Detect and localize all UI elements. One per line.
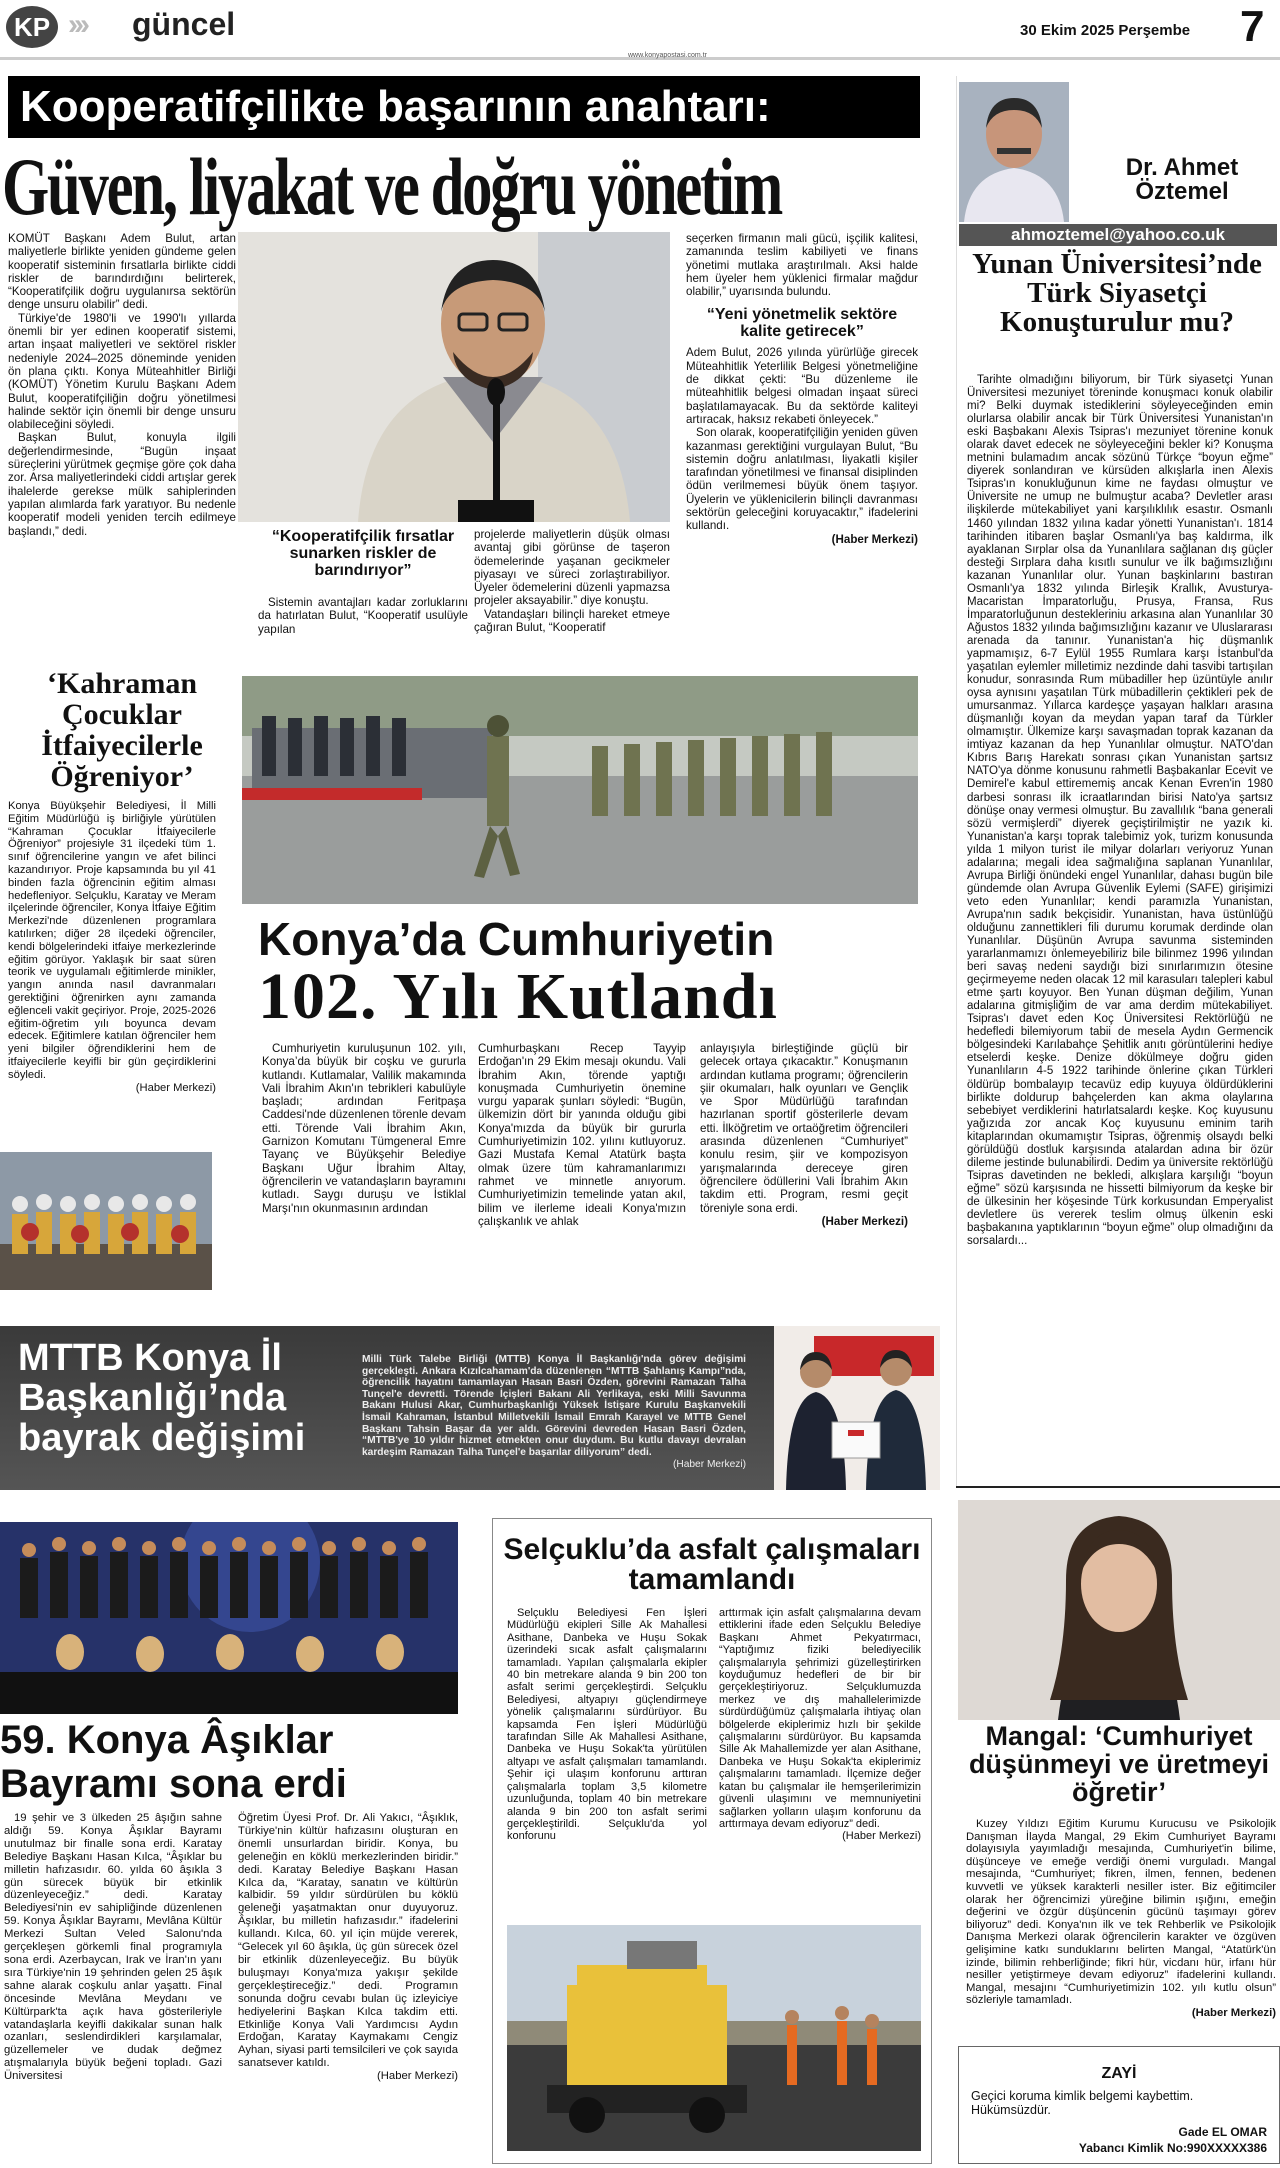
lead-column-2a xyxy=(258,596,468,636)
asfalt-title: Selçuklu’da asfalt çalışmaları tamamlandı xyxy=(503,1533,921,1596)
asfalt-column-1 xyxy=(507,1607,707,1843)
itfaiye-title: ‘Kahraman Çocuklar İtfaiyecilerle Öğreniyor’ xyxy=(41,667,203,793)
cumhuriyet-column-2 xyxy=(478,1042,686,1228)
lead-photo xyxy=(238,232,670,522)
asiklar-paragraph: 19 şehir ve 3 ülkeden 25 âşığın sahne aldığı 59. Konya Âşıklar Bayramı unutulmaz bir finalle sona erdi. Karatay Belediye Başkanı Hasan Kılca, “Âşıklar bu milletin hafızasıdır. 60. yılda 60 âşıkla 3 gün sürecek büyük bir etkinlik düzenleyeceğiz.” dedi. Karatay Belediyesi'nin ev sahipliğinde düzenlenen 59. Konya Âşıklar Bayramı, Mevlâna Kültür Merkezi Sultan Veled Salonu'nda gerçekleşen görkemli final programıyla sona erdi. Azerbaycan, Irak ve İran'ın yanı sıra Türkiye'nin 19 şehrinden gelen 25 âşık sahne alarak coşkulu anlar yaşattı. Final öncesinde Mevlâna Meydanı ve Kültürpark'ta açık hava gösterileriyle vatandaşlarla keyifli dakikalar sunan halk ozanları, seslendirdikleri karşılamalar, güzellemeler ve dudak değmez atışmalarıyla büyük beğeni topladı. Gazi Üniversitesi xyxy=(4,1812,222,2083)
author-photo xyxy=(959,82,1069,222)
asfalt-box xyxy=(492,1518,932,2164)
mangal-paragraph: Kuzey Yıldızı Eğitim Kurumu Kurucusu ve Psikolojik Danışman İlayda Mangal, 29 Ekim Cumhuriyet Bayramı dolayısıyla yayımladığı mesajında, Cumhuriyet'in bilime, düşünceye ve emeğe verdiği önemi vurguladı. Mangal mesajında, “Cumhuriyet; fikren, ilmen, fennen, bedenen kuvvetli ve yüksek karakterli nesiller ister. Biz eğitimciler olarak her öğrencimizi yüreğine bilimin ışığını, emeğin değerini ve özgür düşüncenin gücünü taşımayı görev biliyoruz” dedi. Konya'nın ilk ve tek Rehberlik ve Psikolojik Danışma Merkezi olarak öğrencilerin karakter ve özgüven gelişimine katkı sunduklarını belirten Mangal, “Atatürk'ün izinde, bilimin rehberliğinde; fikri hür, vicdanı hür, irfanı hür nesiller yetiştirmeye devam ediyoruz” ifadelerini kullandı. Mangal, mesajını “Cumhuriyetimizin 102. yılı kutlu olsun” sözleriyle tamamladı. xyxy=(966,1818,1276,2007)
zayi-title: ZAYİ xyxy=(1101,2065,1137,2082)
news-credit: (Haber Merkezi) xyxy=(842,1830,921,1843)
parade-photo xyxy=(242,676,918,904)
asfalt-column-2 xyxy=(719,1607,921,1844)
mangal-body xyxy=(966,1818,1276,2020)
page-number: 7 xyxy=(1240,2,1265,51)
news-credit: (Haber Merkezi) xyxy=(1191,2006,1276,2019)
asiklar-photo xyxy=(0,1522,458,1714)
woman-portrait-image xyxy=(958,1500,1280,1720)
column-title: Yunan Üniversitesi’nde Türk Siyasetçi Konuşturulur mu? xyxy=(972,248,1262,338)
lead-kicker: Kooperatifçilikte başarının anahtarı: xyxy=(8,76,920,138)
mttb-photo xyxy=(774,1326,940,1490)
cumhuriyet-title-1: Konya’da Cumhuriyetin xyxy=(258,913,775,965)
asiklar-title: 59. Konya Âşıklar Bayramı sona erdi xyxy=(0,1718,347,1806)
cumhuriyet-paragraph: anlayışıyla birleştiğinde güçlü bir gelecek ortaya çıkacaktır.” Konuşmanın ardından kutlama programı; öğrencilerin şiir okumaları, halk oyunları ve Gençlik ve Spor Müdürlüğü tarafından hazırlanan sportif gösterilerle devam etti. İlköğretim ve ortaöğretim öğrencileri arasında düzenlenen “Cumhuriyet” konulu resim, şiir ve kompozisyon yarışmalarında dereceye giren öğrencilere ödüllerini Vali İbrahim Akın takdim etti. Program, resmi geçit töreniyle sona erdi. xyxy=(700,1042,908,1215)
cumhuriyet-column-3 xyxy=(700,1042,908,1228)
news-credit: (Haber Merkezi) xyxy=(821,1214,908,1228)
column-paragraph: Tarihte olmadığını biliyorum, bir Türk siyasetçi Yunan Üniversitesi mezuniyet töreninde konuşmacı konuk olabilir mi? Belki duymak istediklerini söyleyeceğinden emin olurlarsa olabilir ancak bir Türk Üniversitesi Yunanistan'ın eski Başbakanı Alexis Tsipras'ı mezuniyet törenine konuk olarak davet edecek ne söyleyeceğini bekler ki? Konuşma metnini bulamadım ancak sözünü Türkçe “boyun eğme” diyerek sonlandıran ve kürsüden alkışlarla inen Alexis Tsipras'ın konukluğunun kime ne faydası olmuştur ve Üniversite ne umup ne bulmuştur acaba? Devletler arası ilişkilerde mütekabiliyet yani karşılıklılık esastır. Osmanlı 1460 yılından 1832 yılına kadar yönetti Yunanistan'ı. 1814 tarihinden itibaren başlar Osmanlı'ya baş kaldırma, ilk ayaklanan Sırplar olsa da Yunanlılara sağlanan dış güçler desteği Sırplara daha kısıtlı sunulur ve ilk bağımsızlığını kazanan Yunanlılar olur. Yunan başkinlarını bastıran Osmanlı'ya 1832 yılında Birleşik Krallık, Avusturya-Macaristan İmparatorluğu, Prusya, Fransa, Rus İmparatorluğunun destekleriniu arkasına alan Yunanlılar 30 Ağustos 1832 yılında bağımsızlığını kazanır ve Uluslararası arenada da tanınır. Yunanistan'a hiç düşmanlık yapmamışız, 6-7 Eylül 1955 Rumlara karşı İstanbul'da yaşatılan eylemler milletimiz nezdinde dahi tasvibi tartışılan konudur, sonrasında Rum mübadiller hep üzüntüyle anılır oysa aynısını yaşatılan Türk mübadillerin çektikleri pek de umursanmaz. Yıllarca kardeşçe yaşayan halkları arasına düşmanlığı koyan da meydan yapan taraf da Türkler olmamıştır. Ülkemize karşı savaşmadan toprak kazanan da imtiyaz kazanan da hep Yunanlılar olmuştur. NATO'dan Kıbrıs Barış Harekatı sonrası çıkan Yunanistan şartsız NATO'ya dönme konusunu rahmetli Başbakanlar Ecevit ve Demirel'e kabul ettirememiş ancak Kenan Evren'in 1980 darbesi sonrası ilk icraatlarından birisi Nato'ya şartsız dönüşe onay vermesi olmuştur. Bu zavallılık “bana generali sözü vermişlerdi” diyerek geçiştirilmiştir ne yazık ki. Yunanistan'a karşı toprak talebimiz yok, turizm konusunda yılda 1 milyon turist ile milyar dolarları veriyoruz Yunan adalarına; megali idea sağmalığına saplanan Yunanlılar, Avrupa Birliği önündeki engel Yunanlılar, dahası bugün bile gündemde olan Avrupa Güvenlik Eylemi (SAFE) girişimizi veto eden Yunanlılar; kendi paramızla Yunanistan, Avrupa'nın sadık bekçisidir. Yunanistan, hava üstünlüğü olduğunu zannettikleri fili durumu korumak derdinde olan Yunanlılar. Düşünün Avrupa savunma sisteminden yararlanmamızı önlemeyebiliriz bile bilinmez 1996 yılından beri savaş nedeni saydığı bizi sınırlarımızın ötesine geçirmeyeme neden olacak 12 mil karasuları talepleri kabul etme şartı koyuyor. Ben Yunan düşman değilim, Yunan adalarına gitmişliğim de var ama derdim mütekabiliyet. Tsipras'ı davet eden Koç Üniversitesi Rektörlüğü ne hedefledi bilemiyorum tabii de mesela Aydın Germencik bölgesindeki Karılabahçe Şehitlik anıtı görüntülerini hediye etselerdi keşke. Denize dökülmeye doğru giden Yunanlıların 4-5 1922 tarihinde önlerine çıkan Türkleri öldürüp bombalayıp tecavüz edip kuyuya öldürdüklerini birlikte doldurup bahçelerden kan akma olaylarına sebebiyet verdiklerini hatırlatsalardı keşke. Koç kuyusunu yağızıda zor ancak Koç kuyusunu eminim tarih kitaplarından okumamıştır Tsipras, öğrenmiş olsaydı belki görüldüğü dostluk karşısında atalardan adına bir özür dileme jestinde bulunabilirdi. Dedim ya üniversite rektörlüğü Tsipras davetinden ne bekledi, alkışlara karşılığı “boyun eğme” sözü karşısında ne hissetti bilmiyorum da keşke bir de ülkesinin her köşesinde Türk korkusundan Emperyalist devletlere üs vererek teslim olmuş ülkenin eski başbakanına yaptıklarının “boyun eğme” olup olmadığını da sorsalardı... xyxy=(967,374,1273,1248)
man-at-microphone-image xyxy=(238,232,670,522)
mttb-paragraph: Milli Türk Talebe Birliği (MTTB) Konya İl Başkanlığı'nda görev değişimi gerçekleşti. Ankara Kızılcahamam'da düzenlenen “MTTB Şahlanış Kampı”nda, öğrencilik hayatını tamamlayan Hasan Basri Özden, görevini Ramazan Talha Tunçel'e devretti. Törende İçişleri Bakanı Ali Yerlikaya, eski Milli Savunma Bakanı Hulusi Akar, Cumhurbaşkanlığı Yüksek İstişare Kurulu Başkanvekili İsmail Kahraman, İstanbul Milletvekili İsmail Emrah Karayel ve MTTB Genel Başkanı Tahsin Başar da yer aldı. Görevini devreden Hasan Basri Özden, “MTTB'ye 10 yıldır hizmet etmekten onur duydum. Bu kutlu davayı devralan kardeşim Ramazan Talha Tunçel'e başarılar diliyorum” dedi. xyxy=(362,1354,746,1458)
lead-paragraph: projelerde maliyetlerin düşük olması avantaj gibi görünse de taşeron ödemelerinde yaşanan gecikmeler piyasayı ve süreci zorlaştırabiliyor. Üyeler ödemelerini düzenli yapmazsa projeler aksayabilir.” diye konuştu. xyxy=(474,528,670,608)
cumhuriyet-paragraph: Cumhurbaşkanı Recep Tayyip Erdoğan'ın 29 Ekim mesajı okundu. Vali İbrahim Akın, törende yaptığı konuşmada Cumhuriyetin önemine vurgu yaparak şunları söyledi: “Bugün, ülkemizin dört bir yanında olduğu gibi Konya'mızda da büyük bir gururla Cumhuriyetimizin 102. yılını kutluyoruz. Gazi Mustafa Kemal Atatürk başta olmak üzere tüm kahramanlarımızı rahmet ve minnetle anıyorum. Cumhuriyetimizin temelinde yatan akıl, bilim ve ilerleme ideali Konya'mızın çalışkanlık ve ahlak xyxy=(478,1042,686,1228)
lead-column-1 xyxy=(8,232,236,538)
military-parade-image xyxy=(242,676,918,904)
mangal-title: Mangal: ‘Cumhuriyet düşünmeyi ve üretmeyi öğretir’ xyxy=(968,1721,1270,1807)
mangal-photo xyxy=(958,1500,1280,1720)
lead-paragraph: Adem Bulut, 2026 yılında yürürlüğe girecek Müteahhitlik Yeterlilik Belgesi yönetmeliğine de dikkat çekti: “Bu düzenleme ile müteahhitlik belgesi olmadan inşaat süreci başlatılamayacak. Bu da sektörde kaliteyi artıracak, haksız rekabeti önleyecek.” xyxy=(686,346,918,426)
zayi-name: Gade EL OMAR xyxy=(1178,2125,1267,2139)
news-credit: (Haber Merkezi) xyxy=(672,1459,746,1471)
issue-date: 30 Ekim 2025 Perşembe xyxy=(1020,22,1191,39)
chevron-right-icon: ››› xyxy=(68,8,86,41)
lead-paragraph: Türkiye'de 1980'li ve 1990'lı yıllarda önemli bir yer edinen kooperatif sistemi, artan inşaat maliyetleri ve sektörel riskler nedeniyle 2024–2025 döneminde yeniden ön plana çıktı. Konya Müteahhitler Birliği (KOMÜT) Yönetim Kurulu Başkanı Adem Bulut, kooperatifçiliğin doğru yönetilmesi halinde sektör için önemli bir denge unsuru olabileceğini söyledi. xyxy=(8,311,236,432)
mttb-title: MTTB Konya İl Başkanlığı’nda bayrak değişimi xyxy=(18,1337,306,1459)
lead-column-2b xyxy=(474,528,670,634)
news-credit: (Haber Merkezi) xyxy=(135,1081,216,1094)
cumhuriyet-column-1 xyxy=(262,1042,466,1215)
asfalt-paragraph: Selçuklu Belediyesi Fen İşleri Müdürlüğü ekipleri Sille Ak Mahallesi Asithane, Danbeka ve Huşu Sokak üzerindeki sıcak asfalt çalışmalarını tamamladı. Yapılan çalışmalarla ekipler 40 bin metrekare alanda 9 bin 200 ton asfalt serimi gerçekleştirdi. Selçuklu Belediyesi, altyapıyı güçlendirmeye yönelik çalışmalarını sürdürüyor. Bu kapsamda Fen İşleri Müdürlüğü tarafından Sille Ak Mahallesi Asithane, Danbeka ve Huşu Sokak'ta yürütülen altyapı ve asfalt çalışmaları tamamlandı. Şehir içi ulaşım konforunu arttıran çalışmalarla toplam 3,5 kilometre uzunluğunda, toplam 40 bin metrekare alanda 9 bin 200 ton asfalt serimi gerçekleştirildi. Selçuklu'da yol konforunu xyxy=(507,1607,707,1843)
asiklar-paragraph: Öğretim Üyesi Prof. Dr. Ali Yakıcı, “Âşıklık, Türkiye'nin kültür hafızasını oluşturan en önemli unsurlardan biridir. Konya, bu geleneğin en köklü merkezlerinden biridir.” dedi. Karatay Belediye Başkanı Hasan Kılca da, “Karatay, sanatın ve kültürün kalbidir. 59 yıldır sürdürülen bu köklü geleneği yaşatmaktan onur duyuyoruz. Âşıklar, bu milletin hafızasıdır.” ifadelerini kullandı. Kılca, 60. yıl için müjde vererek, “Gelecek yıl 60 âşıkla, üç gün sürecek özel bir etkinlik düzenleyeceğiz. Bu büyük buluşmayı Konya'mıza yakışır şekilde gerçekleştireceğiz.” dedi. Programın sonunda doğru cevabı bulan üç izleyiciye hediyelerini Başkan Kılca takdim etti. Etkinliğe Konya Vali Yardımcısı Aydın Erdoğan, Karatay Kaymakamı Cengiz Ayhan, siyasi parti temsilcileri ve çok sayıda sanatsever katıldı. xyxy=(238,1812,458,2070)
author-email[interactable]: ahmoztemel@yahoo.co.uk xyxy=(959,224,1277,246)
mttb-banner xyxy=(0,1326,940,1490)
zayi-body: Geçici koruma kimlik belgemi kaybettim. Hükümsüzdür. xyxy=(971,2089,1194,2117)
asphalt-paver-image xyxy=(507,1925,921,2151)
lead-column-3 xyxy=(686,232,918,546)
itfaiye-body xyxy=(8,800,216,1095)
asiklar-column-1 xyxy=(4,1812,222,2083)
lead-paragraph: seçerken firmanın mali gücü, işçilik kalitesi, zamanında teslim kabiliyeti ve finans yönetimi mutlaka araştırılmalı. Aksi halde hem üyeler hem yüklenici firmalar mağdur olabilir,” uyarısında bulundu. xyxy=(686,232,918,299)
lead-subheading-2: “Yeni yönetmelik sektöre kalite getirecek” xyxy=(706,306,898,341)
lead-paragraph: Sistemin avantajları kadar zorluklarını da hatırlatan Bulut, “Kooperatif usulüyle yapılan xyxy=(258,596,468,636)
firefighter-children-photo xyxy=(0,1152,212,1290)
column-divider xyxy=(956,1486,1280,1488)
itfaiye-paragraph: Konya Büyükşehir Belediyesi, İl Milli Eğitim Müdürlüğü iş birliğiyle yürütülen “Kahraman Çocuklar İtfaiyecilerle Öğreniyor” projesiyle 31 ilçedeki tüm 1. sınıf öğrencilerine yangın ve afet bilinci kazandırıyor. Proje kapsamında bu yıl 41 binden fazla öğrencinin eğitim alması hedefleniyor. Selçuklu, Karatay ve Meram ilçelerinde öğrenciler, Konya İtfaiye Eğitim Merkezi'nde düzenlenen programlara katılırken; diğer 28 ilçedeki öğrenciler, kendi bölgelerindeki itfaiye merkezlerinde eğitim görüyor. Yaklaşık bir saat süren teorik ve uygulamalı eğitimlerde minikler, yangın anında nasıl davranmaları gerektiğini öğrenirken aynı zamanda eğlenceli vakit geçiriyor. Proje, 2025-2026 eğitim-öğretim yılı boyunca devam edecek. Eğitimlere katılan öğrenciler hem yeni bilgiler öğrendiklerini hem de itfaiyecilerle keyifli bir gün geçirdiklerini söyledi. xyxy=(8,800,216,1081)
lead-subheading-1: “Kooperatifçilik fırsatlar sunarken riskler de barındırıyor” xyxy=(271,528,455,579)
cumhuriyet-paragraph: Cumhuriyetin kuruluşunun 102. yılı, Konya’da büyük bir coşku ve gururla kutlandı. Kutlamalar, Valilik makamında Vali İbrahim Akın'ın tebrikleri kabulüyle başladı; ardından Feritpaşa Caddesi'nde düzenlenen törenle devam etti. Törende Vali İbrahim Akın, Garnizon Komutanı Tümgeneral Emre Tayanç ve Büyükşehir Belediye Başkanı Uğur İbrahim Altay, öğrencilerin ve vatandaşların bayramını kutladı. Saygı duruşu ve İstiklal Marşı'nın okunmasının ardından xyxy=(262,1042,466,1215)
musicians-on-stage-image xyxy=(0,1522,458,1714)
mttb-body xyxy=(362,1354,746,1472)
asfalt-paragraph: arttırmak için asfalt çalışmalarına devam ettiklerini ifade eden Selçuklu Belediye Başkanı Ahmet Pekyatırmacı, “Yaptığımız fiziki belediyecilik çalışmalarıyla şehrimizi güzelleştirirken koyduğumuz hedefleri de bir bir gerçekleştiriyoruz. Selçuklumuzda merkez ve dış mahallelerimizde sürdürdüğümüz çalışmalarla ihtiyaç olan bölgelerde ekiplerimiz hızlı bir şekilde çalışmalarını sürdürüyor. Bu kapsamda Sille Ak Mahallemizde yer alan Asithane, Danbeka ve Huşu Sokak'ta ekiplerimiz çalışmalarını tamamladı. İlçemize değer katan bu çalışmalar ile hemşerilerimizin güvenli ulaşımını ve memnuniyetini sağlarken yolların ulaşım konforunu da arttırmaya devam ediyoruz” dedi. xyxy=(719,1607,921,1830)
newspaper-logo[interactable]: KP xyxy=(6,6,58,48)
author-portrait-image xyxy=(959,82,1069,222)
column-body xyxy=(967,374,1273,1248)
lead-paragraph: Son olarak, kooperatifçiliğin yeniden güven kazanması gerektiğini vurgulayan Bulut, “Bu sistemin doğru anlatılması, liyakatli kişiler tarafından yönetilmesi ve finansal disiplinden ödün verilmemesi büyük önem taşıyor. Üyelerin ve yüklenicilerin bilinçli davranması sektörün geleceğini koruyacaktır,” ifadelerini kullandı. xyxy=(686,426,918,533)
lead-paragraph: Vatandaşları bilinçli hareket etmeye çağıran Bulut, “Kooperatif xyxy=(474,607,670,635)
section-title: güncel xyxy=(132,6,236,42)
lead-paragraph: KOMÜT Başkanı Adem Bulut, artan maliyetlerle birlikte yeniden gündeme gelen kooperatif sisteminin fırsatlarla birlikte ciddi riskler de barındırdığını belirterek, “Kooperatifçilik doğru uygulanırsa sektörün denge unsuru olabilir” dedi. xyxy=(8,232,236,312)
lead-paragraph: Başkan Bulut, konuyla ilgili değerlendirmesinde, “Bugün inşaat süreçlerini yürütmek geçmişe göre çok daha zor. Arsa maliyetlerindeki ciddi artışlar gerek ihalelerde gerekse mülk sahiplerinden yapılan alımlarda fark yaratıyor. Bu nedenle kooperatif modeli yeniden tercih edilmeye başlandı,” dedi. xyxy=(8,431,236,538)
cumhuriyet-title-2: 102. Yılı Kutlandı xyxy=(258,960,778,1033)
certificate-handover-image xyxy=(774,1326,940,1490)
page-header xyxy=(0,0,1280,60)
news-credit: (Haber Merkezi) xyxy=(377,2070,458,2083)
news-credit: (Haber Merkezi) xyxy=(831,532,918,546)
children-group-image xyxy=(0,1152,212,1290)
author-name: Dr. Ahmet Öztemel xyxy=(1125,154,1239,205)
asfalt-photo xyxy=(507,1925,921,2151)
lead-title: Güven, liyakat ve doğru yönetim xyxy=(2,141,782,232)
zayi-id: Yabancı Kimlik No:990XXXXX386 xyxy=(1078,2141,1267,2155)
site-url: www.konyapostasi.com.tr xyxy=(628,52,707,59)
asiklar-column-2 xyxy=(238,1812,458,2083)
opinion-column xyxy=(956,76,1280,1486)
zayi-box xyxy=(958,2046,1280,2164)
